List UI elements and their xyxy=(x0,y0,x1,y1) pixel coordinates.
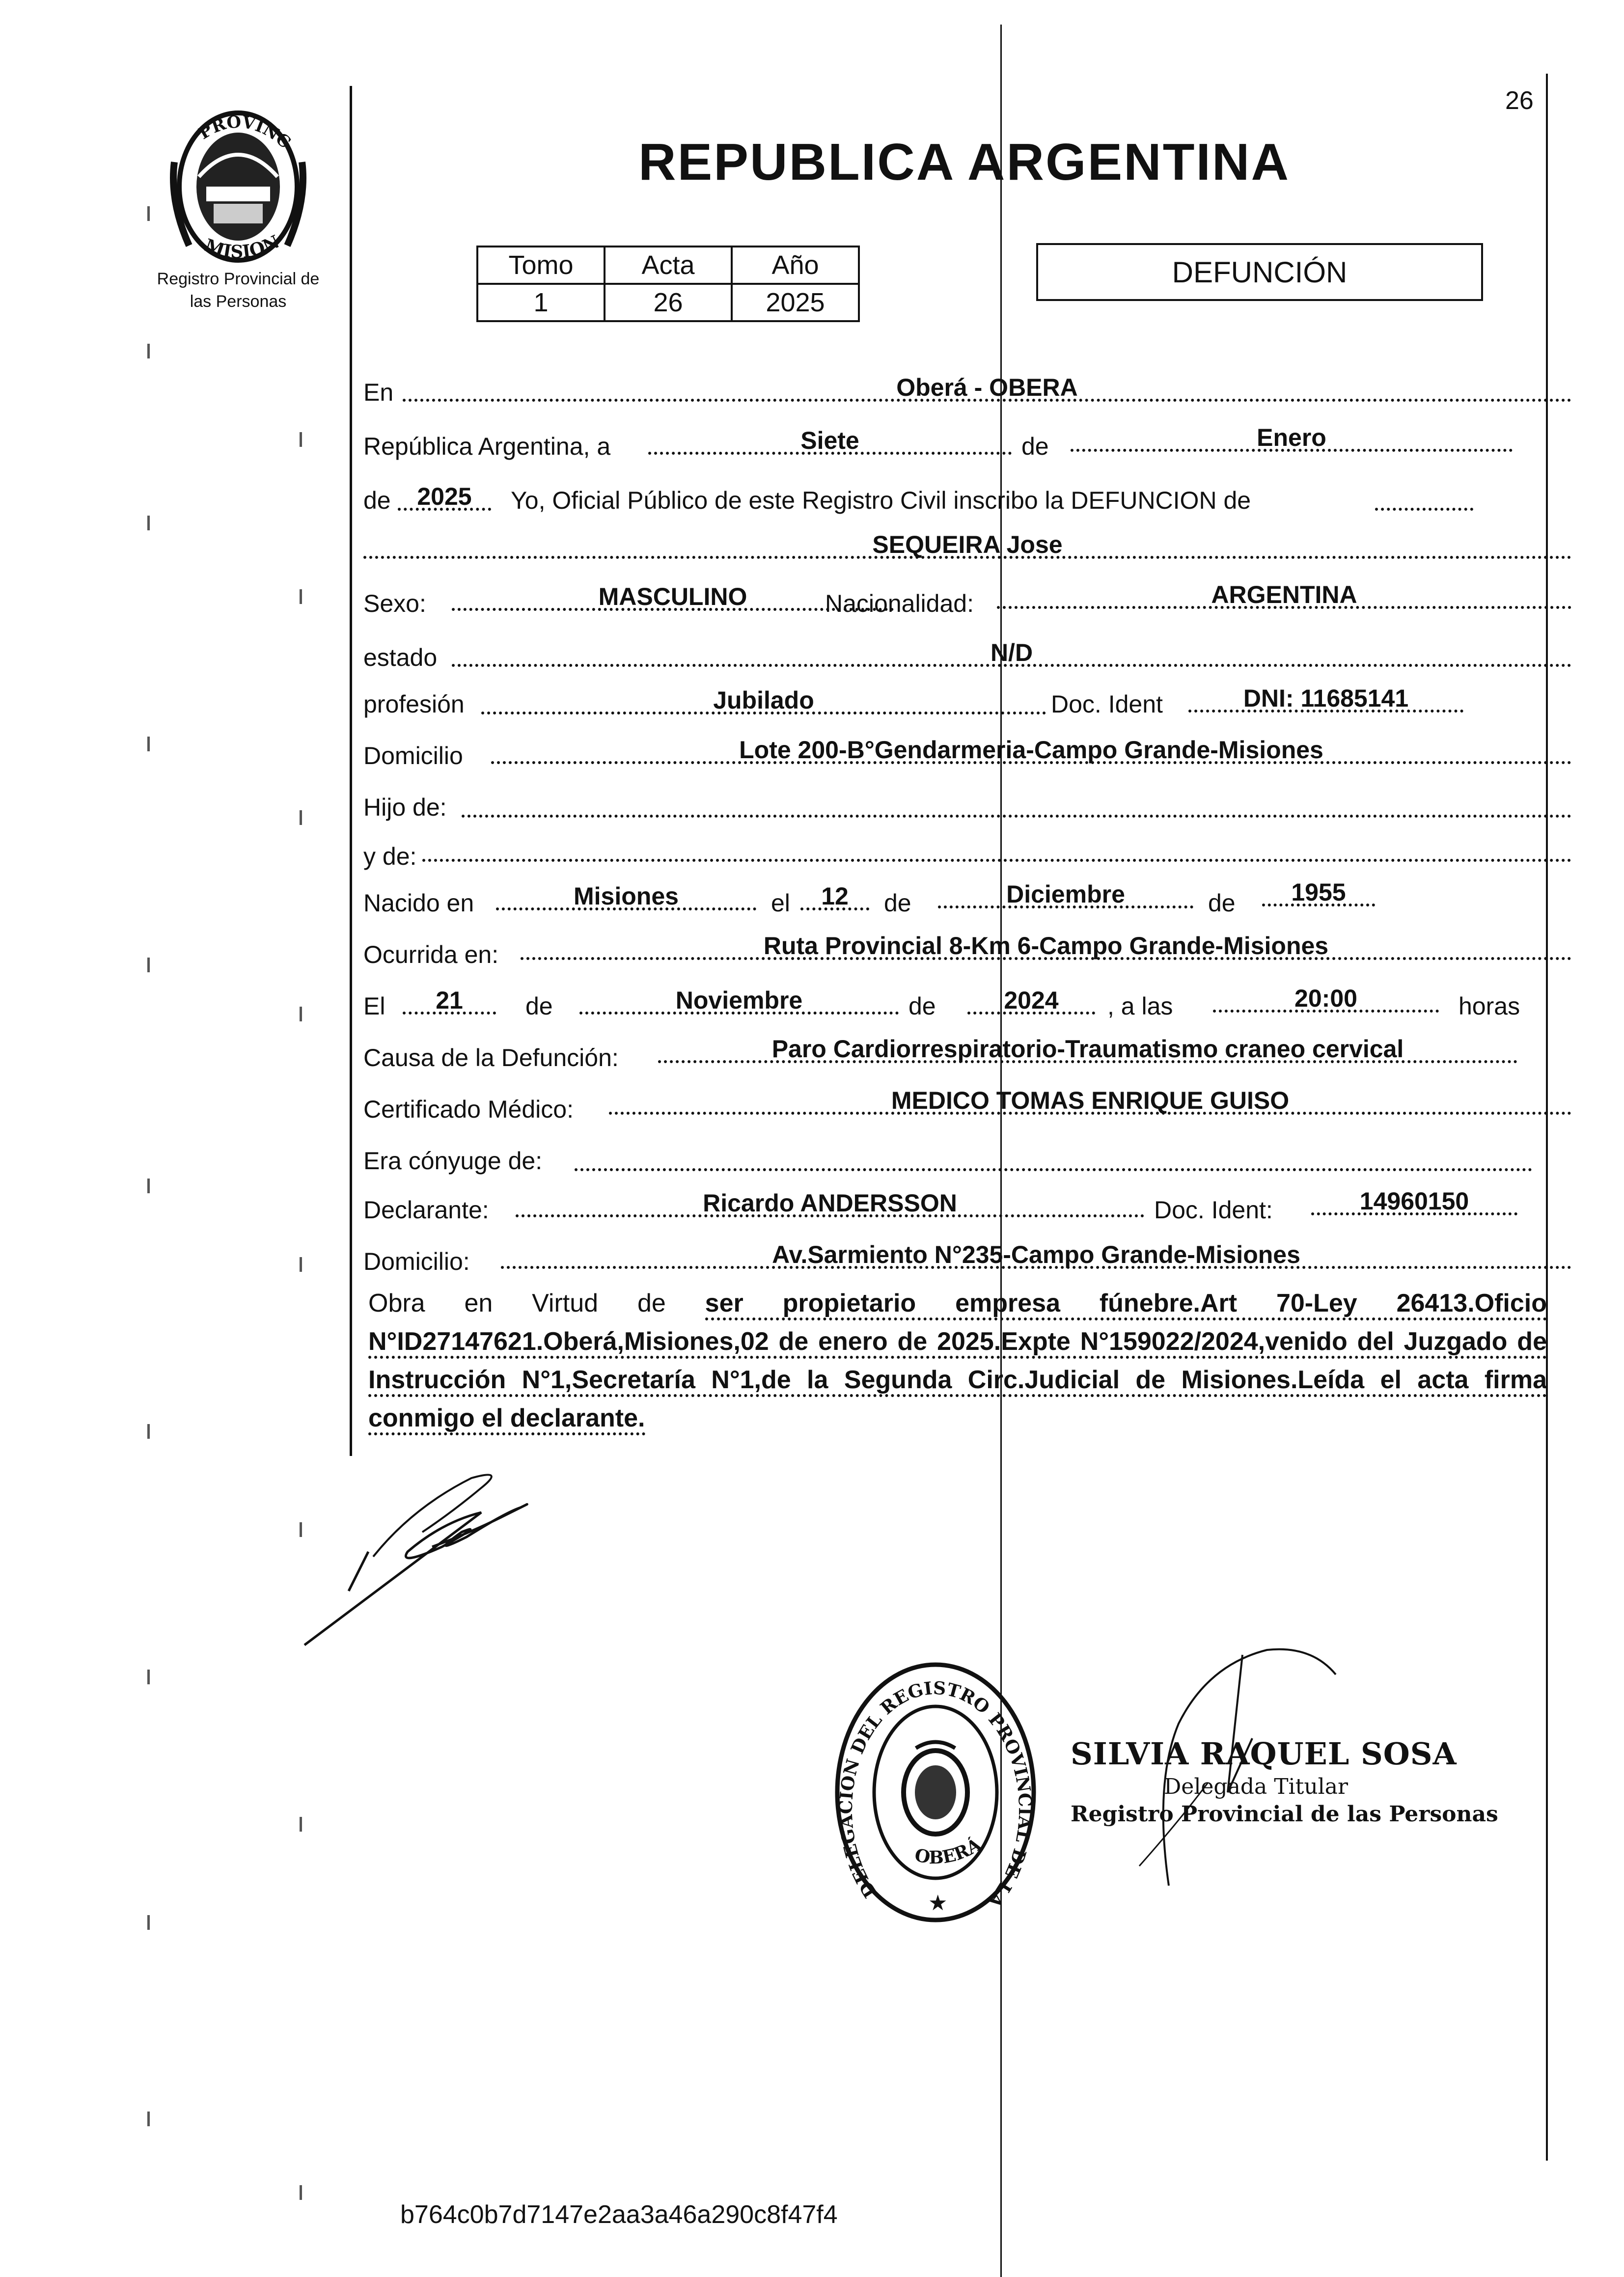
doc-ident2-field: 14960150 xyxy=(1311,1187,1517,1215)
birth-month-field: Diciembre xyxy=(938,880,1193,908)
domicilio-label: Domicilio xyxy=(363,742,463,769)
birth-year-field: 1955 xyxy=(1262,878,1375,906)
estado-label: estado xyxy=(363,644,438,671)
value-ano: 2025 xyxy=(732,284,859,321)
margin-mark xyxy=(147,1179,150,1193)
domicilio2-label: Domicilio: xyxy=(363,1248,470,1275)
header-acta: Acta xyxy=(605,247,732,284)
closing-paragraph xyxy=(368,1284,1547,1437)
month-field: Enero xyxy=(1071,423,1513,452)
death-day-field: 21 xyxy=(403,986,496,1015)
official-signature-icon xyxy=(1080,1635,1454,1891)
stamp-star-icon: ★ xyxy=(928,1891,948,1915)
profesion-label: profesión xyxy=(363,690,465,718)
certificado-label: Certificado Médico: xyxy=(363,1096,574,1123)
page-number: 26 xyxy=(1505,86,1534,115)
margin-mark xyxy=(147,737,150,751)
signer-role: Delegada Titular xyxy=(1164,1774,1348,1799)
margin-mark xyxy=(147,344,150,358)
de5-label: de xyxy=(908,992,936,1020)
value-acta: 26 xyxy=(605,284,732,321)
stamp-ring-text: DELEGACION DEL REGISTRO PROVINCIAL DE LA xyxy=(835,1677,1036,1912)
provincia-misiones-emblem-icon xyxy=(165,103,312,270)
causa-field: Paro Cardiorrespiratorio-Traumatismo craneo cervical xyxy=(658,1035,1517,1063)
emblem-caption-line2: las Personas xyxy=(190,292,287,311)
closing-body: ser propietario empresa fúnebre.Art 70-Ley 26413.Oficio N°ID27147621.Oberá,Misiones,02 de enero de 2025.Expte N°159022/2024,venido del Juzgado de Instrucción N°1,Secretaría N°1,de la Segunda Circ.Judicial de Misiones.Leída el acta firma conmigo el declarante. xyxy=(368,1289,1547,1435)
el-label: el xyxy=(771,889,790,917)
ocurrida-label: Ocurrida en: xyxy=(363,941,499,968)
sexo-field: MASCULINO xyxy=(452,582,894,611)
death-year-field: 2024 xyxy=(967,986,1095,1015)
el2-label: El xyxy=(363,992,385,1020)
margin-mark xyxy=(300,1257,302,1272)
page-title: REPUBLICA ARGENTINA xyxy=(638,133,1291,191)
doc-ident-field: DNI: 11685141 xyxy=(1188,684,1463,713)
certificate-type-box: DEFUNCIÓN xyxy=(1036,243,1483,301)
signer-office: Registro Provincial de las Personas xyxy=(1071,1802,1498,1827)
stamp-center-text: OBERÁ xyxy=(912,1834,985,1868)
left-margin-rule xyxy=(350,86,352,1456)
causa-label: Causa de la Defunción: xyxy=(363,1044,619,1071)
margin-mark xyxy=(147,958,150,972)
margin-mark xyxy=(147,2112,150,2126)
doc-ident-label: Doc. Ident xyxy=(1051,690,1163,718)
declarante-field: Ricardo ANDERSSON xyxy=(516,1189,1144,1217)
margin-mark xyxy=(300,2185,302,2200)
margin-mark xyxy=(300,1817,302,1832)
death-time-field: 20:00 xyxy=(1213,984,1439,1013)
closing-lead: Obra en Virtud de xyxy=(368,1289,666,1317)
birth-day-field: 12 xyxy=(800,882,869,910)
margin-mark xyxy=(300,810,302,825)
conyuge-field xyxy=(575,1143,1532,1171)
declarante-label: Declarante: xyxy=(363,1196,489,1224)
margin-mark xyxy=(300,1007,302,1021)
republica-label: República Argentina, a xyxy=(363,433,611,460)
de3-label: de xyxy=(1208,889,1236,917)
conyuge-label: Era cónyuge de: xyxy=(363,1147,543,1175)
emblem-caption xyxy=(138,268,339,313)
nacido-en-field: Misiones xyxy=(496,882,756,910)
header-ano: Año xyxy=(732,247,859,284)
official-blank xyxy=(1375,482,1473,511)
de-label: de xyxy=(1021,433,1049,460)
margin-mark xyxy=(300,589,302,604)
a-las-label: , a las xyxy=(1107,992,1173,1020)
margin-mark xyxy=(300,432,302,447)
nacionalidad-label: Nacionalidad: xyxy=(825,590,974,617)
official-text: Yo, Oficial Público de este Registro Civil inscribo la DEFUNCION de xyxy=(511,487,1251,514)
deceased-name-field: SEQUEIRA Jose xyxy=(363,530,1571,559)
margin-mark xyxy=(147,516,150,530)
volume-table xyxy=(476,246,860,322)
estado-field: N/D xyxy=(452,638,1571,667)
year-field: 2025 xyxy=(398,482,491,511)
doc-ident2-label: Doc. Ident: xyxy=(1154,1196,1273,1224)
signer-name: SILVIA RAQUEL SOSA xyxy=(1071,1736,1457,1772)
hijo-de-field xyxy=(462,789,1571,818)
emblem-caption-line1: Registro Provincial de xyxy=(157,270,320,288)
profesion-field: Jubilado xyxy=(481,686,1046,714)
certificado-field: MEDICO TOMAS ENRIQUE GUISO xyxy=(609,1086,1571,1115)
y-de-label: y de: xyxy=(363,843,417,870)
margin-mark xyxy=(147,1670,150,1684)
nacionalidad-field: ARGENTINA xyxy=(997,580,1571,609)
domicilio2-field: Av.Sarmiento N°235-Campo Grande-Misiones xyxy=(501,1240,1571,1269)
emblem-top-text: PROVINC xyxy=(195,112,295,153)
emblem-bottom-text: MISION xyxy=(202,231,283,263)
sexo-label: Sexo: xyxy=(363,590,426,617)
death-month-field: Noviembre xyxy=(579,986,899,1015)
y-de-field xyxy=(422,833,1571,862)
margin-mark xyxy=(147,206,150,221)
ocurrida-en-field: Ruta Provincial 8-Km 6-Campo Grande-Misiones xyxy=(521,932,1571,960)
document-hash: b764c0b7d7147e2aa3a46a290c8f47f4 xyxy=(400,2200,838,2229)
day-words-field: Siete xyxy=(648,426,1012,455)
en-label: En xyxy=(363,379,394,406)
de4-label: de xyxy=(525,992,553,1020)
place-field: Oberá - OBERA xyxy=(403,373,1571,402)
margin-mark xyxy=(147,1915,150,1930)
hijo-de-label: Hijo de: xyxy=(363,794,447,821)
margin-mark xyxy=(147,1424,150,1439)
official-stamp xyxy=(830,1645,1041,1949)
horas-label: horas xyxy=(1459,992,1520,1020)
header-tomo: Tomo xyxy=(477,247,605,284)
svg-text:OBERÁ xyxy=(913,1834,985,1868)
nacido-label: Nacido en xyxy=(363,889,474,917)
declarant-signature-icon xyxy=(295,1434,638,1655)
domicilio-field: Lote 200-B°Gendarmeria-Campo Grande-Misiones xyxy=(491,736,1571,764)
value-tomo: 1 xyxy=(477,284,605,321)
year-label: de xyxy=(363,487,391,514)
de2-label: de xyxy=(884,889,911,917)
